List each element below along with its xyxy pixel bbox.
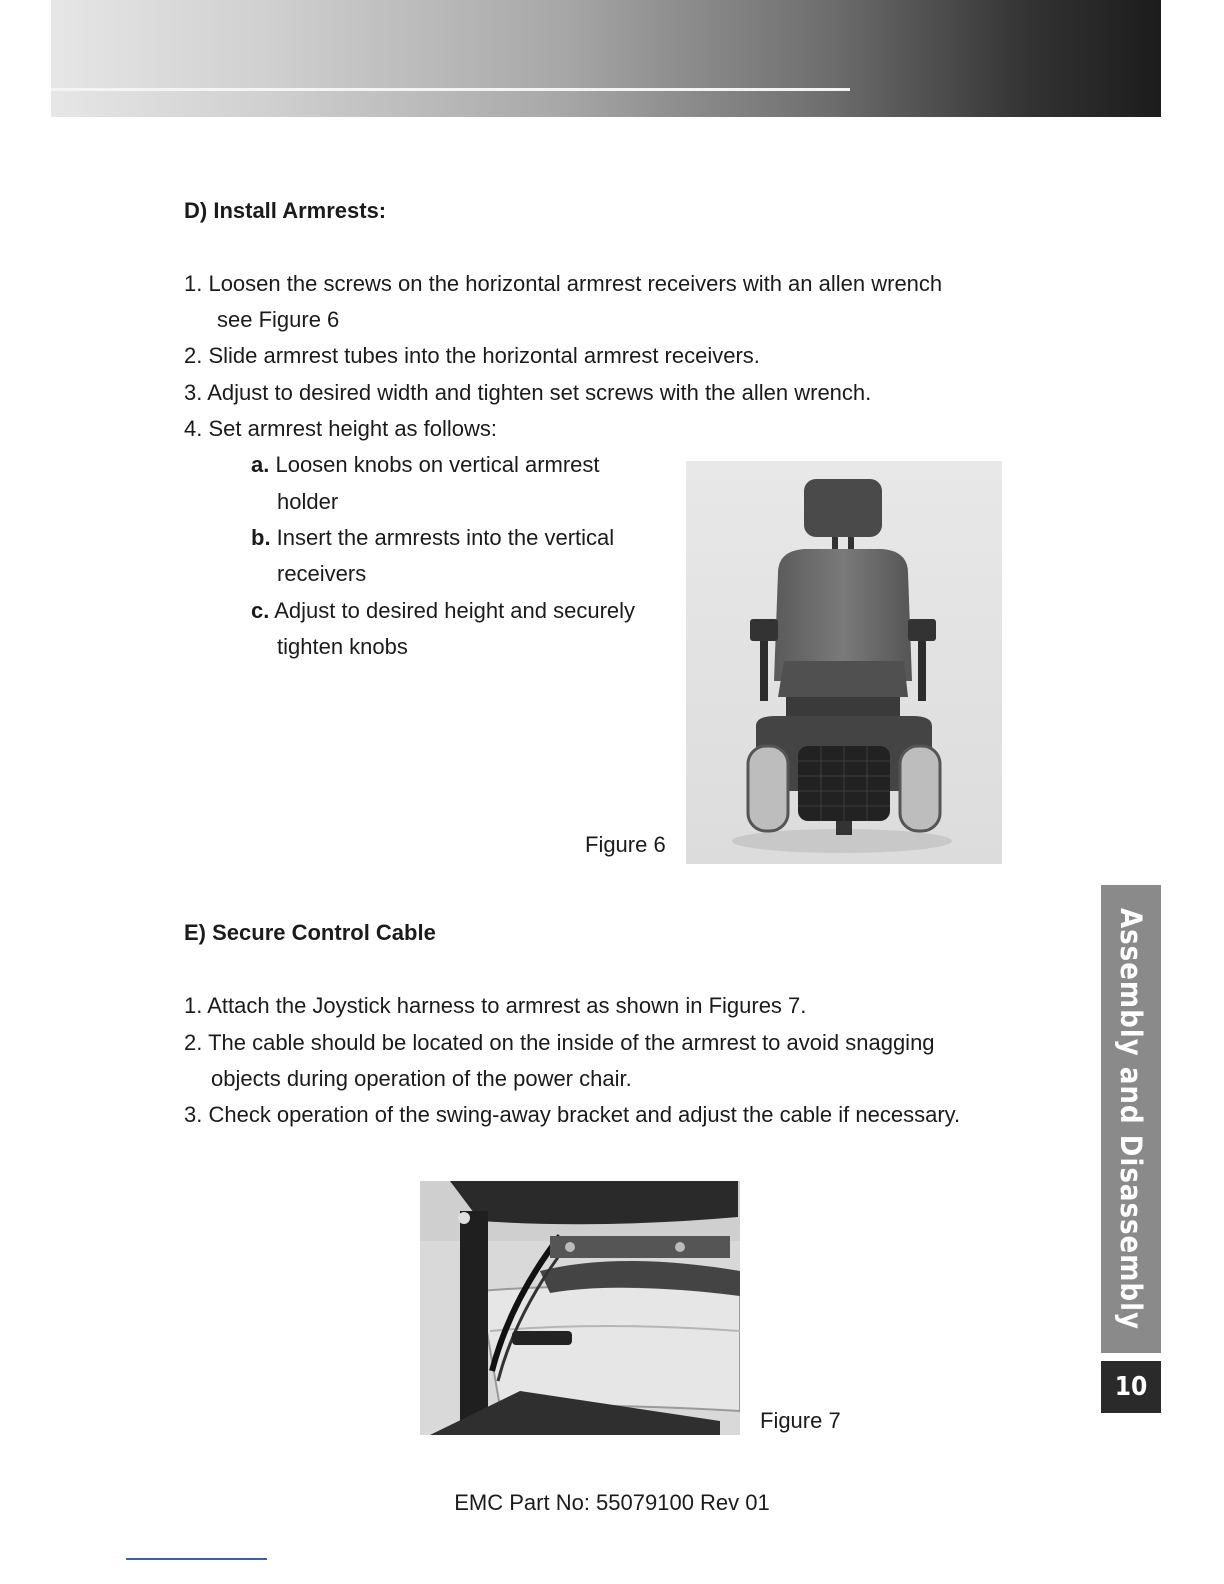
figure-7-caption: Figure 7: [760, 1408, 841, 1433]
step-d2: 2. Slide armrest tubes into the horizontal armrest receivers.: [184, 343, 760, 368]
substep-b-cont: receivers: [277, 561, 367, 586]
figure-6-caption: Figure 6: [585, 832, 666, 857]
substep-c-cont: tighten knobs: [277, 634, 408, 659]
side-tab-label: Assembly and Disassembly: [1114, 907, 1148, 1331]
header-gradient-bar: [51, 0, 1161, 117]
step-d3: 3. Adjust to desired width and tighten set screws with the allen wrench.: [184, 380, 872, 405]
substep-b: b. Insert the armrests into the vertical: [251, 525, 615, 550]
step-e3: 3. Check operation of the swing-away bracket and adjust the cable if necessary.: [184, 1102, 961, 1127]
step-e2-cont: objects during operation of the power chair.: [211, 1066, 632, 1091]
step-d4: 4. Set armrest height as follows:: [184, 416, 498, 441]
step-e1: 1. Attach the Joystick harness to armrest as shown in Figures 7.: [184, 993, 807, 1018]
step-d1-cont: see Figure 6: [217, 307, 340, 332]
section-e-heading: E) Secure Control Cable: [184, 920, 436, 945]
page-number: 10: [1101, 1361, 1161, 1413]
section-d-heading: D) Install Armrests:: [184, 198, 387, 223]
figure-7-armrest-cable-image: [420, 1181, 740, 1435]
substep-c: c. Adjust to desired height and securely: [251, 598, 636, 623]
figure-6-power-chair-image: [686, 461, 1002, 864]
footer-part-number: EMC Part No: 55079100 Rev 01: [454, 1490, 770, 1515]
substep-a-cont: holder: [277, 489, 339, 514]
step-d1: 1. Loosen the screws on the horizontal armrest receivers with an allen wrench: [184, 271, 943, 296]
step-e2: 2. The cable should be located on the inside of the armrest to avoid snagging: [184, 1030, 935, 1055]
header-rule: [51, 88, 850, 91]
bottom-rule: [126, 1558, 267, 1560]
substep-a: a. Loosen knobs on vertical armrest: [251, 452, 600, 477]
